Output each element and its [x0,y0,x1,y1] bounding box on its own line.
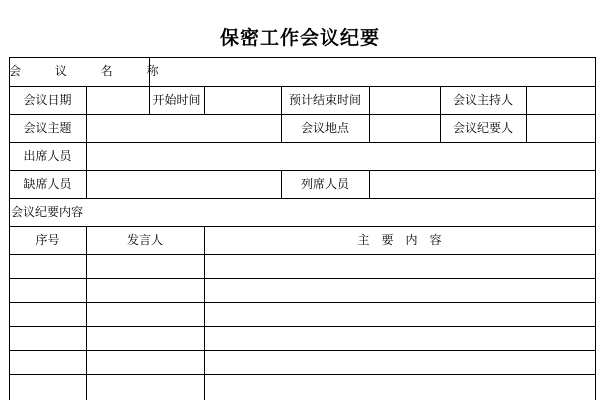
index-cell[interactable] [10,327,86,350]
index-cell[interactable] [10,303,86,326]
absent-label: 缺席人员 [23,177,72,191]
speaker-cell[interactable] [87,255,204,278]
column-header-index: 序号 [35,233,60,247]
form-border-right [595,57,596,400]
speaker-cell[interactable] [87,279,204,302]
speaker-cell[interactable] [87,327,204,350]
meeting-topic-label: 会议主题 [23,121,72,135]
host-label: 会议主持人 [452,93,513,107]
column-header-speaker: 发言人 [126,233,163,247]
meeting-location-field[interactable] [370,115,440,142]
observers-label: 列席人员 [300,177,349,191]
minutes-recorder-field[interactable] [527,115,595,142]
index-cell[interactable] [10,255,86,278]
end-time-label: 预计结束时间 [288,93,361,107]
content-cell[interactable] [205,351,595,374]
meeting-date-field[interactable] [87,87,149,114]
content-cell[interactable] [205,327,595,350]
meeting-name-field[interactable] [150,58,595,86]
attendees-field[interactable] [87,143,595,170]
minutes-recorder-label: 会议纪要人 [452,121,513,135]
meeting-name-label [9,64,174,78]
start-time-label: 开始时间 [152,93,201,107]
page-title: 保密工作会议纪要 [219,27,380,49]
start-time-field[interactable] [205,87,281,114]
speaker-cell[interactable] [87,303,204,326]
host-field[interactable] [527,87,595,114]
speaker-cell[interactable] [87,351,204,374]
absent-field[interactable] [87,171,281,198]
meeting-name-label-text: 会 议 名 称 [9,64,174,78]
index-cell[interactable] [10,351,86,374]
minutes-section-label: 会议纪要内容 [11,205,84,219]
observers-field[interactable] [370,171,595,198]
content-cell[interactable] [205,375,595,400]
attendees-label: 出席人员 [23,149,72,163]
index-cell[interactable] [10,375,86,400]
end-time-field[interactable] [370,87,440,114]
content-cell[interactable] [205,255,595,278]
index-cell[interactable] [10,279,86,302]
speaker-cell[interactable] [87,375,204,400]
row-divider [9,226,596,227]
meeting-date-label: 会议日期 [23,93,72,107]
row-divider [9,198,596,199]
content-cell[interactable] [205,279,595,302]
meeting-location-label: 会议地点 [300,121,349,135]
meeting-topic-field[interactable] [87,115,281,142]
content-cell[interactable] [205,303,595,326]
column-header-content: 主 要 内 容 [357,233,442,247]
